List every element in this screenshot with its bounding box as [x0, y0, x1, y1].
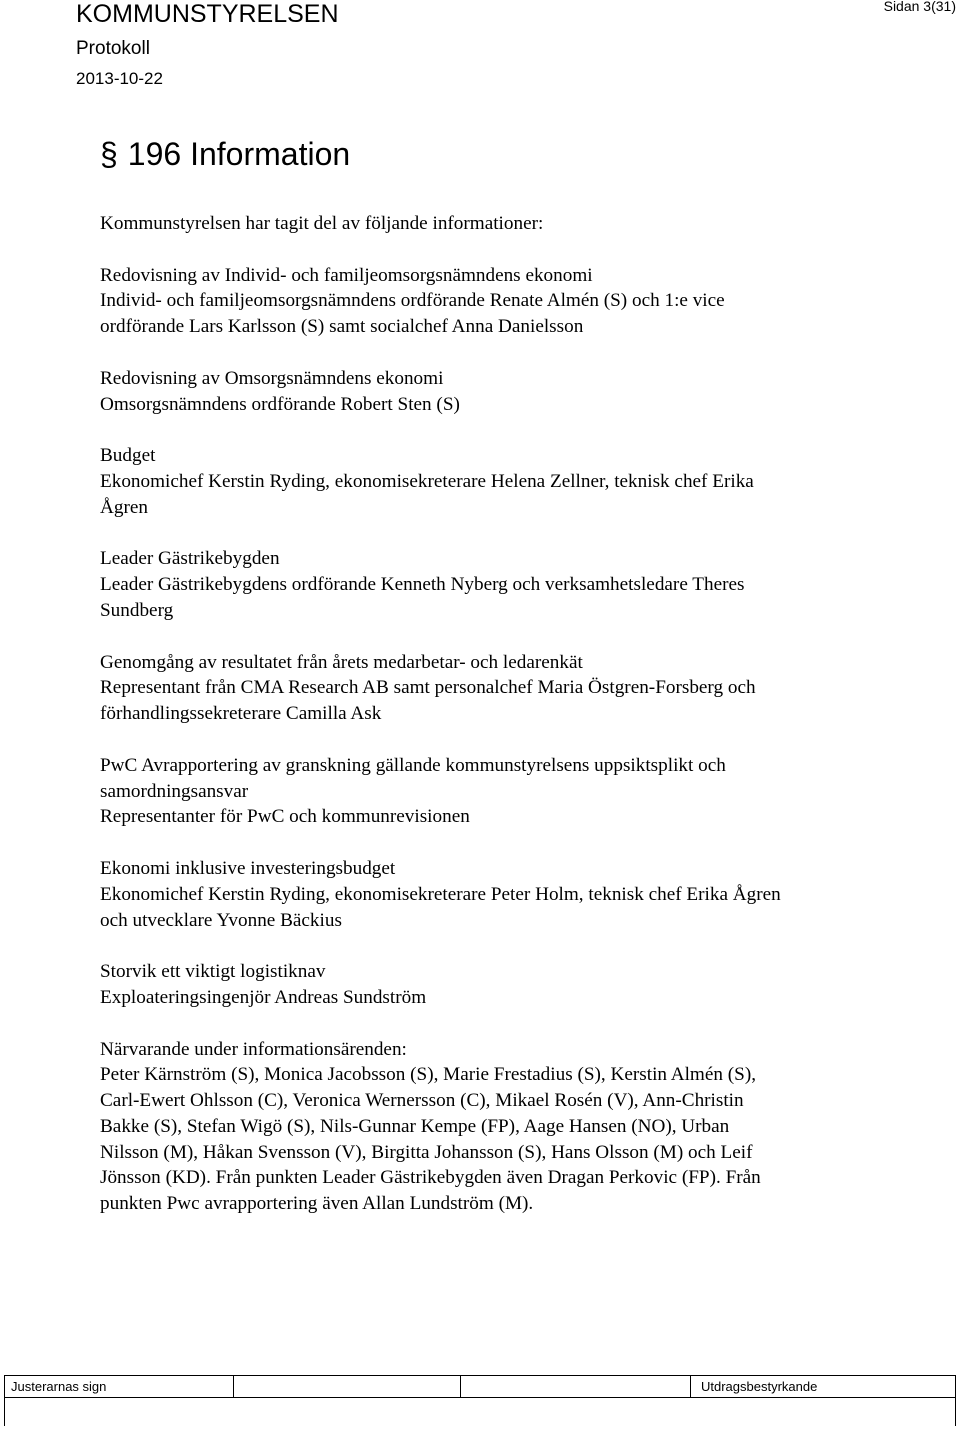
paragraph — [100, 443, 920, 520]
footer-cell-blank-2 — [461, 1376, 691, 1398]
paragraph-line: och utvecklare Yvonne Bäckius — [100, 909, 342, 931]
paragraph — [100, 211, 920, 237]
paragraph — [100, 856, 920, 933]
paragraph-line: Nilsson (M), Håkan Svensson (V), Birgitta Johansson (S), Hans Olsson (M) och Leif — [100, 1141, 753, 1163]
paragraph-line: Peter Kärnström (S), Monica Jacobsson (S), Marie Frestadius (S), Kerstin Almén (S), — [100, 1064, 757, 1086]
paragraph-line: Sundberg — [100, 599, 174, 621]
paragraph-line: Redovisning av Individ- och familjeomsorgsnämndens ekonomi — [100, 264, 593, 286]
paragraph-line: Ekonomichef Kerstin Ryding, ekonomisekreterare Helena Zellner, teknisk chef Erika — [100, 470, 754, 492]
footer-label-justerarnas-sign: Justerarnas sign — [11, 1379, 107, 1394]
paragraph — [100, 753, 920, 830]
footer-cell-blank-1 — [234, 1376, 461, 1398]
paragraph-line: Storvik ett viktigt logistiknav — [100, 961, 326, 983]
paragraph-line: Kommunstyrelsen har tagit del av följande informationer: — [100, 213, 544, 234]
paragraph-line: Ågren — [100, 496, 148, 518]
paragraph-line: Jönsson (KD). Från punkten Leader Gästrikebygden även Dragan Perkovic (FP). Från — [100, 1167, 761, 1189]
paragraph-line: förhandlingssekreterare Camilla Ask — [100, 703, 382, 725]
paragraph-line: Ekonomichef Kerstin Ryding, ekonomisekreterare Peter Holm, teknisk chef Erika Ågren — [100, 883, 781, 905]
paragraph-line: Individ- och familjeomsorgsnämndens ordförande Renate Almén (S) och 1:e vice — [100, 290, 725, 312]
paragraph — [100, 366, 920, 418]
header-document-type: Protokoll — [76, 38, 150, 59]
paragraph-line: Omsorgsnämndens ordförande Robert Sten (S) — [100, 393, 460, 415]
paragraph — [100, 546, 920, 623]
paragraph-line: Ekonomi inklusive investeringsbudget — [100, 857, 396, 879]
protocol-body — [100, 211, 920, 1243]
paragraph — [100, 1037, 920, 1218]
section-symbol: § — [100, 136, 118, 172]
page-number: Sidan 3(31) — [883, 0, 956, 14]
paragraph — [100, 959, 920, 1011]
signature-footer — [4, 1375, 956, 1426]
paragraph — [100, 650, 920, 727]
section-title: 196 Information — [127, 136, 351, 172]
paragraph-line: punkten Pwc avrapportering även Allan Lundström (M). — [100, 1193, 534, 1215]
paragraph-line: Budget — [100, 445, 156, 467]
footer-label-utdragsbestyrkande: Utdragsbestyrkande — [701, 1379, 818, 1394]
footer-cell-utdragsbestyrkande — [691, 1376, 955, 1398]
paragraph-line: PwC Avrapportering av granskning gällande kommunstyrelsens uppsiktsplikt och — [100, 754, 726, 776]
paragraph — [100, 263, 920, 340]
paragraph-line: Representant från CMA Research AB samt personalchef Maria Östgren-Forsberg och — [100, 677, 756, 699]
paragraph-line: Leader Gästrikebygdens ordförande Kenneth Nyberg och verksamhetsledare Theres — [100, 574, 745, 596]
paragraph-line: Leader Gästrikebygden — [100, 548, 280, 570]
paragraph-line: samordningsansvar — [100, 780, 249, 802]
paragraph-line: Carl-Ewert Ohlsson (C), Veronica Wernersson (C), Mikael Rosén (V), Ann-Christin — [100, 1090, 744, 1112]
paragraph-line: Redovisning av Omsorgsnämndens ekonomi — [100, 367, 444, 389]
header-organization: KOMMUNSTYRELSEN — [76, 0, 339, 28]
section-heading — [100, 134, 350, 174]
paragraph-line: Genomgång av resultatet från årets medarbetar- och ledarenkät — [100, 651, 583, 673]
header-date: 2013-10-22 — [76, 69, 163, 88]
paragraph-line: Närvarande under informationsärenden: — [100, 1038, 407, 1060]
paragraph-line: Exploateringsingenjör Andreas Sundström — [100, 986, 427, 1008]
paragraph-line: ordförande Lars Karlsson (S) samt socialchef Anna Danielsson — [100, 316, 584, 338]
footer-cell-justerarnas-sign — [5, 1376, 234, 1398]
paragraph-line: Bakke (S), Stefan Wigö (S), Nils-Gunnar Kempe (FP), Aage Hansen (NO), Urban — [100, 1115, 730, 1137]
paragraph-line: Representanter för PwC och kommunrevisionen — [100, 806, 470, 828]
